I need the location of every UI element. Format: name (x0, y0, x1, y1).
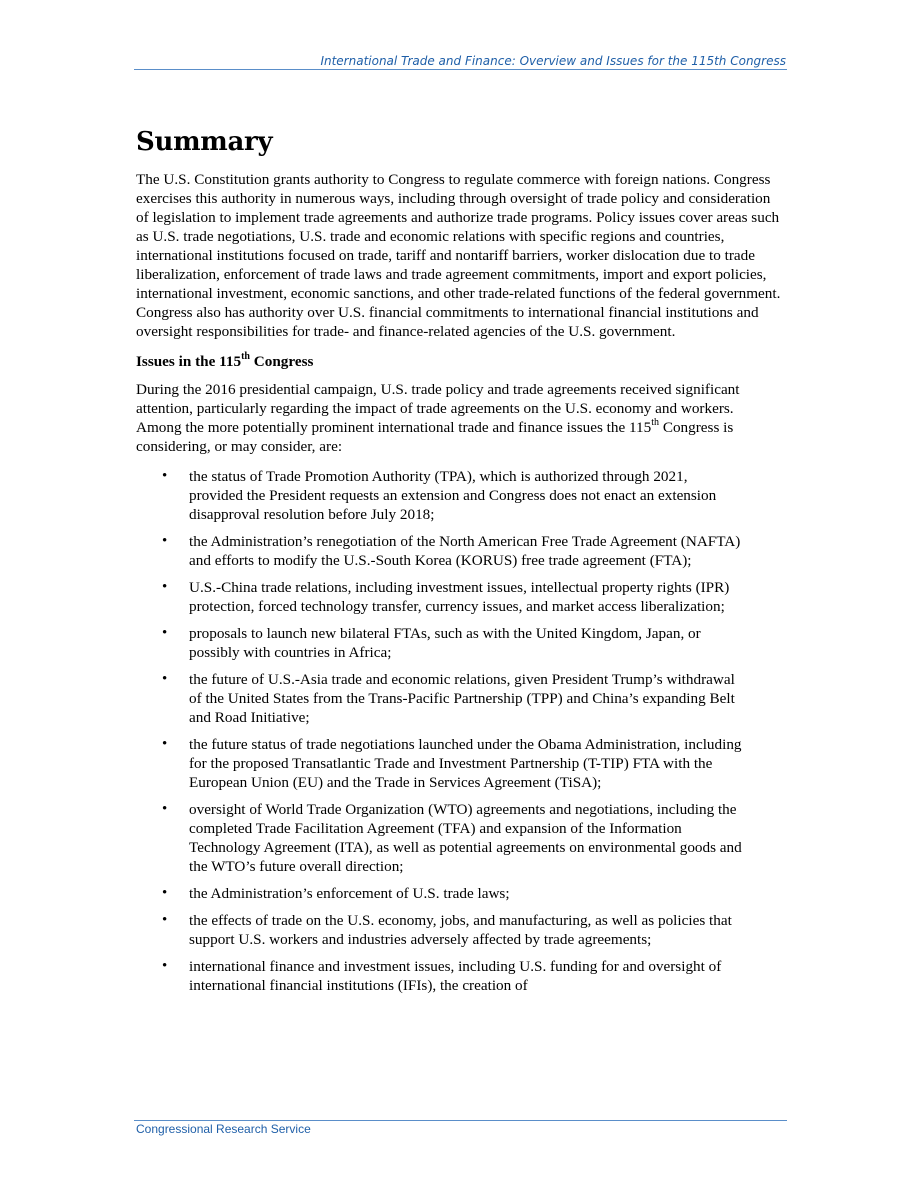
issues-intro-pre: During the 2016 presidential campaign, U.S. trade policy and trade agreements received significant attention, particularly regarding the impact of trade agreements on the U.S. economy and workers. Among the more potentially prominent international trade and finance issues the 115 (136, 381, 740, 436)
footer-source: Congressional Research Service (136, 1122, 311, 1136)
summary-paragraph: The U.S. Constitution grants authority to Congress to regulate commerce with foreign nations. Congress exercises this authority in numerous ways, including through oversight of trade policy and consideration of legislation to implement trade agreements and authorize trade programs. Policy issues cover areas such as U.S. trade negotiations, U.S. trade and economic relations with specific regions and countries, international institutions focused on trade, tariff and nontariff barriers, worker dislocation due to trade liberalization, enforcement of trade laws and trade agreement commitments, import and export policies, international investment, economic sanctions, and other trade-related functions of the federal government. Congress also has authority over U.S. financial commitments to international financial institutions and oversight responsibilities for trade- and finance-related agencies of the U.S. government. (136, 171, 781, 340)
bullet-icon: • (162, 801, 168, 817)
summary-heading: Summary (136, 127, 273, 157)
bullet-icon: • (162, 736, 168, 752)
bullet-icon: • (162, 625, 168, 641)
main-content (136, 126, 781, 1003)
issues-heading (136, 352, 781, 371)
bullet-icon: • (162, 579, 168, 595)
list-item: • oversight of World Trade Organization (WTO) agreements and negotiations, including the completed Trade Facilitation Agreement (TFA) and expansion of the Information Technology Agreement (ITA), as well as potential agreements on environmental goods and the WTO’s future overall direction; (162, 801, 742, 875)
issues-intro (136, 380, 781, 456)
list-item: • the status of Trade Promotion Authority (TPA), which is authorized through 2021, provided the President requests an extension and Congress does not enact an extension disapproval resolution before July 2018; (162, 468, 717, 523)
bullet-icon: • (162, 533, 168, 549)
list-item: • U.S.-China trade relations, including investment issues, intellectual property rights (IPR) protection, forced technology transfer, currency issues, and market access liberalization; (162, 579, 730, 615)
issues-intro-sup: th (651, 416, 660, 428)
issues-heading-post: Congress (249, 353, 314, 370)
issues-heading-sup: th (241, 350, 250, 362)
bullet-icon: • (162, 885, 168, 901)
running-header: International Trade and Finance: Overview and Issues for the 115th Congress (320, 54, 786, 68)
list-item: • proposals to launch new bilateral FTAs, such as with the United Kingdom, Japan, or possibly with countries in Africa; (162, 625, 701, 661)
bullet-icon: • (162, 958, 168, 974)
list-item: • the Administration’s renegotiation of the North American Free Trade Agreement (NAFTA) and efforts to modify the U.S.-South Korea (KORUS) free trade agreement (FTA); (162, 533, 741, 569)
issues-heading-pre: Issues in the 115 (136, 353, 242, 370)
issues-list (136, 467, 781, 995)
list-item: • the Administration’s enforcement of U.S. trade laws; (162, 885, 510, 902)
list-item: • the future status of trade negotiations launched under the Obama Administration, including for the proposed Transatlantic Trade and Investment Partnership (T-TIP) FTA with the European Union (EU) and the Trade in Services Agreement (TiSA); (162, 736, 742, 791)
list-item: • the future of U.S.-Asia trade and economic relations, given President Trump’s withdrawal of the United States from the Trans-Pacific Partnership (TPP) and China’s expanding Belt and Road Initiative; (162, 671, 735, 726)
bullet-icon: • (162, 671, 168, 687)
issues-intro-post: Congress is considering, or may consider, are: (136, 419, 734, 455)
footer-divider (134, 1120, 787, 1121)
list-item: • international finance and investment issues, including U.S. funding for and oversight of international financial institutions (IFIs), the creation of (162, 958, 722, 994)
header-divider (134, 69, 787, 70)
bullet-icon: • (162, 912, 168, 928)
bullet-icon: • (162, 468, 168, 484)
list-item: • the effects of trade on the U.S. economy, jobs, and manufacturing, as well as policies that support U.S. workers and industries adversely affected by trade agreements; (162, 912, 732, 948)
